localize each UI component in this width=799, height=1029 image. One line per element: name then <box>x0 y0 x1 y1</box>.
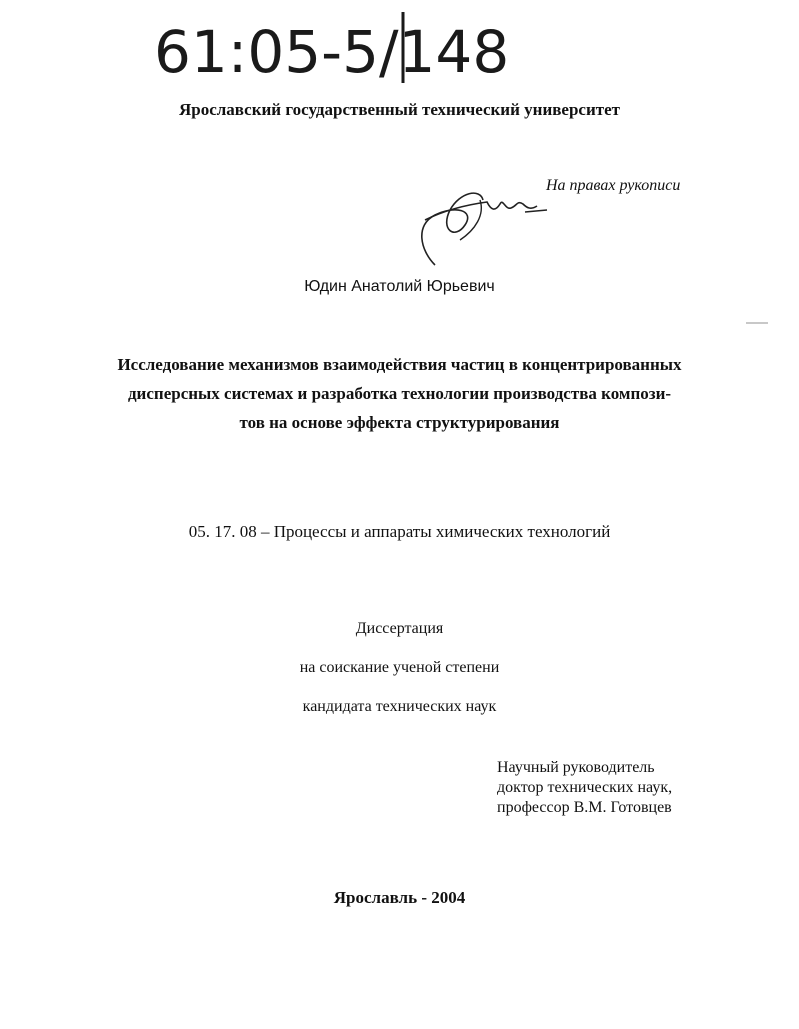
scan-margin-mark <box>746 322 768 324</box>
candidate-line: кандидата технических наук <box>302 698 497 715</box>
scientific-advisor <box>497 758 672 818</box>
author-name: Юдин Анатолий Юрьевич <box>304 278 495 295</box>
university-name: Ярославский государственный технический университет <box>178 100 621 119</box>
advisor-role: Научный руководитель <box>497 759 655 776</box>
city-year: Ярославль - 2004 <box>333 888 466 907</box>
title-line: тов на основе эффекта структурирования <box>239 413 560 432</box>
dissertation-title <box>0 350 799 437</box>
title-line: Исследование механизмов взаимодействия частиц в концентрированных <box>117 355 682 374</box>
thesis-type: Диссертация <box>355 620 444 637</box>
specialty-code: 05. 17. 08 – Процессы и аппараты химических технологий <box>188 522 611 541</box>
degree-line: на соискание ученой степени <box>299 659 500 676</box>
handwritten-code-text: 61:05-5/148 <box>154 18 510 85</box>
title-line: дисперсных системах и разработка технологии производства компози- <box>127 384 672 403</box>
rights-notice: На правах рукописи <box>546 177 681 194</box>
handwritten-archive-code <box>150 10 530 85</box>
advisor-name: профессор В.М. Готовцев <box>497 799 672 816</box>
advisor-degree: доктор технических наук, <box>497 779 673 796</box>
handwritten-signature-icon <box>405 180 555 270</box>
